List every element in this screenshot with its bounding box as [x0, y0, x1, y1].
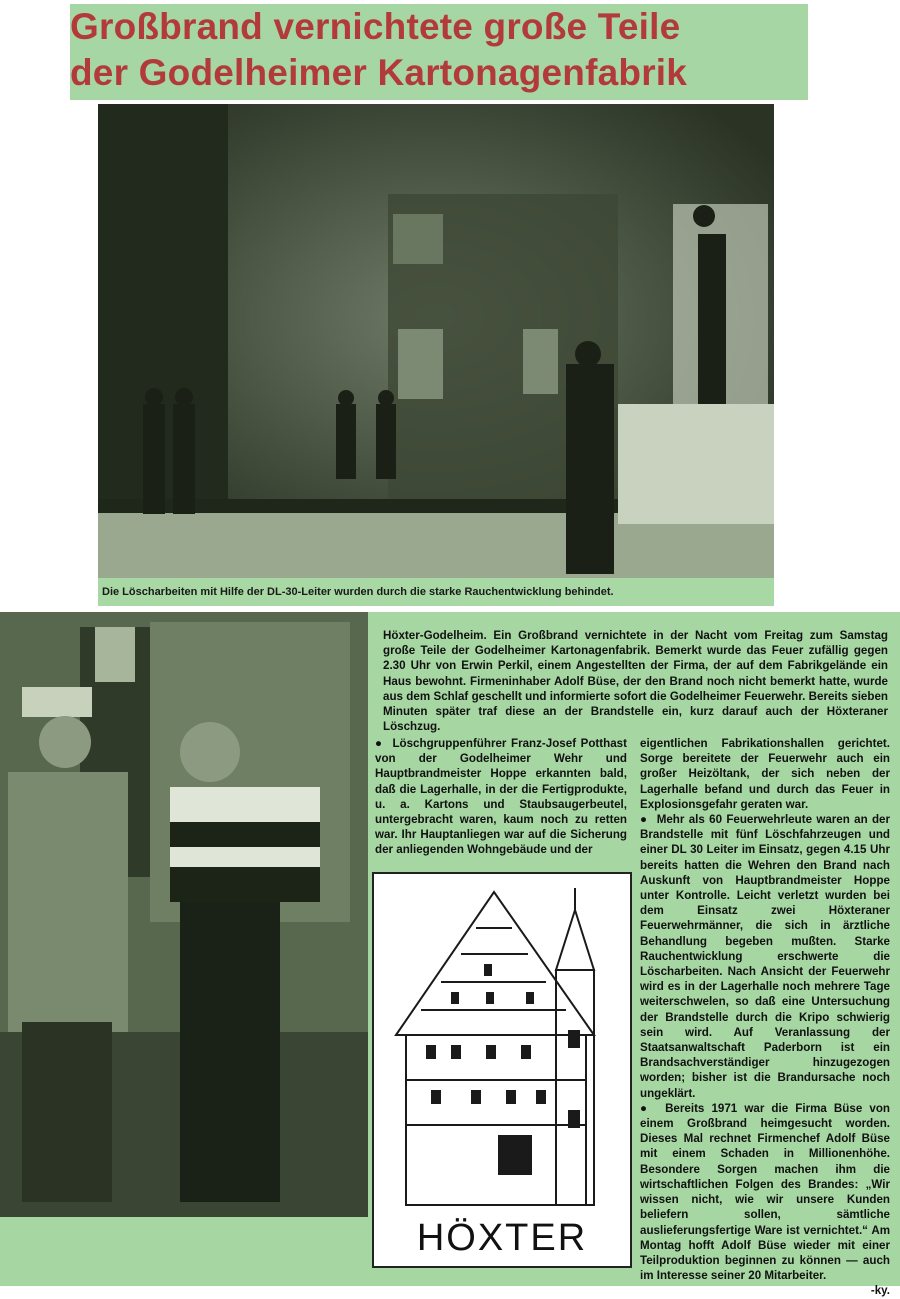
timber-house-drawing [376, 880, 628, 1210]
article-column-2 [640, 736, 890, 1299]
article-col1-paragraph: ● Löschgruppenführer Franz-Josef Potthast von der Godelheimer Wehr und Hauptbrandmeister Hoppe erkannten bald, daß die Lagerhalle, in der die Fertigprodukte, u. a. Kartons und Staubsaugerbeutel, untergebracht waren, kaum noch zu retten war. Ihr Hauptanliegen war auf die Sicherung der anliegenden Wohngebäude und der [375, 737, 627, 856]
article-col2-paragraph-2: ● Mehr als 60 Feuerwehrleute waren an der Brandstelle mit fünf Löschfahrzeugen und einer DL 30 Leiter im Einsatz, gegen 4.15 Uhr bereits hatten die Wehren den Brand nach Auskunft von Hauptbrandmeister Hoppe unter Kontrolle. Leicht verletzt wurden bei dem Einsatz zwei Höxteraner Feuerwehrmänner, die sich in ärztliche Behandlung begeben mußten. Starke Rauchentwicklung erschwerte die Löscharbeiten. Nach Ansicht der Feuerwehr wird es in der Lagerhalle noch mehrere Tage weiterschwelen, so daß eine Untersuchung der Brandstelle durch die Kripo schwierig sein wird. Auf Veranlassung der Staatsanwaltschaft Paderborn ist ein Brandsachverständiger hinzugezogen worden; bisher ist die Brandursache noch ungeklärt. [640, 812, 890, 1101]
illustration-label: HÖXTER [416, 1217, 588, 1259]
article-column-1 [375, 736, 627, 858]
photo-caption-strip [98, 578, 774, 606]
headline-banner [70, 4, 808, 100]
headline-line-2: der Godelheimer Kartonagenfabrik [70, 52, 688, 93]
headline-line-1: Großbrand vernichtete große Teile [70, 6, 681, 47]
hoexter-illustration [372, 872, 632, 1268]
fire-scene-illustration [98, 104, 774, 578]
people-photo-illustration [0, 612, 368, 1217]
fire-scene-photo [98, 104, 774, 578]
article-col2-paragraph-3: ● Bereits 1971 war die Firma Büse von einem Großbrand heimgesucht worden. Dieses Mal rechnet Firmenchef Adolf Büse mit einem Schaden in Millionenhöhe. Besondere Sorgen machen ihm die wirtschaftlichen Folgen des Brandes: „Wir wissen nicht, wie wir unsere Kunden beliefern sollen, sämtliche auslieferungsfertige Ware ist vernichtet.“ Am Montag hofft Adolf Büse wieder mit einer Teilproduktion beginnen zu können — auch im Interesse seiner 20 Mitarbeiter. [640, 1101, 890, 1283]
people-photo [0, 612, 368, 1217]
photo-caption: Die Löscharbeiten mit Hilfe der DL-30-Leiter wurden durch die starke Rauchentwicklung behindet. [102, 586, 614, 598]
article-signature: -ky. [870, 1284, 890, 1298]
article-lead-paragraph: Höxter-Godelheim. Ein Großbrand vernichtete in der Nacht vom Freitag zum Samstag große Teile der Godelheimer Kartonagenfabrik. Bemerkt wurde das Feuer zufällig gegen 2.30 Uhr von Erwin Perkil, einem Angestellten der Firma, der auf dem Fabrikgelände ein Haus bewohnt. Firmeninhaber Adolf Büse, der den Brand noch nicht bemerkt hatte, wurde aus dem Schlaf geschellt und informierte sofort die Godelheimer Feuerwehr. Bereits sieben Minuten später traf diese an der Brandstelle ein, kurz darauf auch der Höxteraner Löschzug. [383, 629, 888, 734]
article-col2-continuation: eigentlichen Fabrikationshallen gerichtet. Sorge bereitete der Feuerwehr auch ein großer Heizöltank, der sich neben der Lagerhalle befand und durch das Feuer in Explosionsgefahr geraten war. [640, 737, 890, 811]
